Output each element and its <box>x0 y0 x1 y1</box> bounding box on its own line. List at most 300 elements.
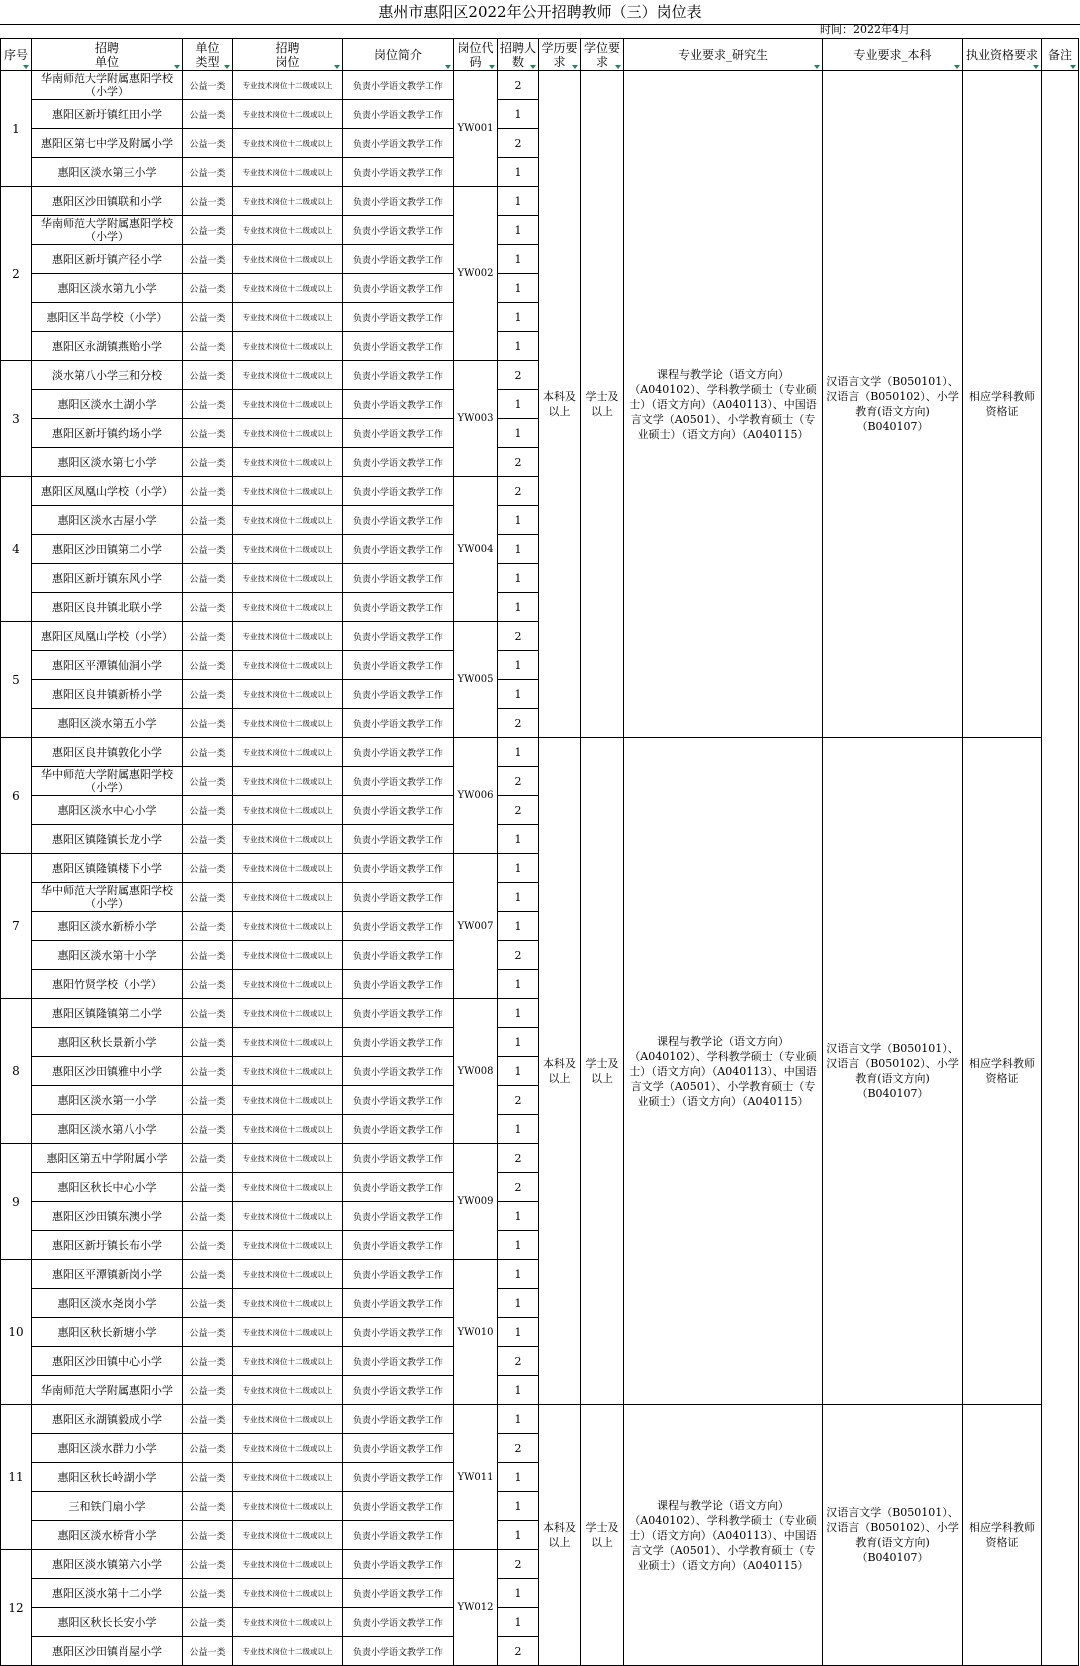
intro-cell[interactable]: 负责小学语文教学工作 <box>343 1173 454 1202</box>
post-cell[interactable]: 专业技术岗位十二级或以上 <box>233 1144 343 1173</box>
post-cell[interactable]: 专业技术岗位十二级或以上 <box>233 187 343 216</box>
intro-cell[interactable]: 负责小学语文教学工作 <box>343 216 454 245</box>
header-code[interactable] <box>454 39 498 71</box>
count-cell[interactable]: 1 <box>498 651 539 680</box>
count-cell[interactable]: 1 <box>498 1521 539 1550</box>
count-cell[interactable]: 2 <box>498 71 539 100</box>
ug-major-cell[interactable]: 汉语言文学（B050101）、汉语言（B050102）、小学教育(语文方向)（B040107） <box>823 71 963 738</box>
count-cell[interactable]: 1 <box>498 1579 539 1608</box>
intro-cell[interactable]: 负责小学语文教学工作 <box>343 622 454 651</box>
unit-type-cell[interactable]: 公益一类 <box>183 535 233 564</box>
unit-type-cell[interactable]: 公益一类 <box>183 1260 233 1289</box>
count-cell[interactable]: 2 <box>498 622 539 651</box>
unit-type-cell[interactable]: 公益一类 <box>183 100 233 129</box>
unit-cell[interactable]: 华南师范大学附属惠阳小学 <box>32 1376 183 1405</box>
post-cell[interactable]: 专业技术岗位十二级或以上 <box>233 245 343 274</box>
unit-cell[interactable]: 惠阳区淡水第五小学 <box>32 709 183 738</box>
count-cell[interactable]: 1 <box>498 332 539 361</box>
post-cell[interactable]: 专业技术岗位十二级或以上 <box>233 1608 343 1637</box>
intro-cell[interactable]: 负责小学语文教学工作 <box>343 941 454 970</box>
header-ug-major[interactable] <box>823 39 963 71</box>
unit-type-cell[interactable]: 公益一类 <box>183 593 233 622</box>
count-cell[interactable]: 1 <box>498 883 539 912</box>
unit-cell[interactable]: 惠阳区凤凰山学校（小学） <box>32 477 183 506</box>
post-cell[interactable]: 专业技术岗位十二级或以上 <box>233 303 343 332</box>
post-cell[interactable]: 专业技术岗位十二级或以上 <box>233 912 343 941</box>
unit-cell[interactable]: 惠阳区淡水尧岗小学 <box>32 1289 183 1318</box>
unit-cell[interactable]: 华中师范大学附属惠阳学校（小学） <box>32 883 183 912</box>
unit-cell[interactable]: 惠阳竹贤学校（小学） <box>32 970 183 999</box>
unit-cell[interactable]: 惠阳区淡水第十二小学 <box>32 1579 183 1608</box>
unit-type-cell[interactable]: 公益一类 <box>183 1376 233 1405</box>
post-cell[interactable]: 专业技术岗位十二级或以上 <box>233 1550 343 1579</box>
count-cell[interactable]: 1 <box>498 1463 539 1492</box>
unit-cell[interactable]: 惠阳区沙田镇东澳小学 <box>32 1202 183 1231</box>
unit-type-cell[interactable]: 公益一类 <box>183 1405 233 1434</box>
unit-cell[interactable]: 惠阳区淡水第十小学 <box>32 941 183 970</box>
count-cell[interactable]: 1 <box>498 100 539 129</box>
unit-type-cell[interactable]: 公益一类 <box>183 1318 233 1347</box>
post-cell[interactable]: 专业技术岗位十二级或以上 <box>233 622 343 651</box>
count-cell[interactable]: 1 <box>498 1202 539 1231</box>
seq-cell[interactable]: 8 <box>1 999 32 1144</box>
intro-cell[interactable]: 负责小学语文教学工作 <box>343 912 454 941</box>
post-cell[interactable]: 专业技术岗位十二级或以上 <box>233 1028 343 1057</box>
count-cell[interactable]: 2 <box>498 709 539 738</box>
post-cell[interactable]: 专业技术岗位十二级或以上 <box>233 1376 343 1405</box>
count-cell[interactable]: 1 <box>498 187 539 216</box>
unit-cell[interactable]: 惠阳区淡水中心小学 <box>32 796 183 825</box>
count-cell[interactable]: 1 <box>498 390 539 419</box>
post-cell[interactable]: 专业技术岗位十二级或以上 <box>233 941 343 970</box>
post-cell[interactable]: 专业技术岗位十二级或以上 <box>233 274 343 303</box>
header-grad-major[interactable] <box>624 39 823 71</box>
header-post[interactable] <box>233 39 343 71</box>
seq-cell[interactable]: 3 <box>1 361 32 477</box>
unit-cell[interactable]: 惠阳区平潭镇仙洞小学 <box>32 651 183 680</box>
intro-cell[interactable]: 负责小学语文教学工作 <box>343 506 454 535</box>
intro-cell[interactable]: 负责小学语文教学工作 <box>343 361 454 390</box>
unit-type-cell[interactable]: 公益一类 <box>183 912 233 941</box>
count-cell[interactable]: 2 <box>498 1550 539 1579</box>
unit-cell[interactable]: 惠阳区良井镇北联小学 <box>32 593 183 622</box>
post-cell[interactable]: 专业技术岗位十二级或以上 <box>233 1463 343 1492</box>
intro-cell[interactable]: 负责小学语文教学工作 <box>343 1434 454 1463</box>
unit-type-cell[interactable]: 公益一类 <box>183 1579 233 1608</box>
count-cell[interactable]: 1 <box>498 593 539 622</box>
unit-type-cell[interactable]: 公益一类 <box>183 883 233 912</box>
post-cell[interactable]: 专业技术岗位十二级或以上 <box>233 564 343 593</box>
unit-type-cell[interactable]: 公益一类 <box>183 767 233 796</box>
seq-cell[interactable]: 11 <box>1 1405 32 1550</box>
count-cell[interactable]: 2 <box>498 129 539 158</box>
post-cell[interactable]: 专业技术岗位十二级或以上 <box>233 1434 343 1463</box>
unit-cell[interactable]: 惠阳区淡水古屋小学 <box>32 506 183 535</box>
unit-type-cell[interactable]: 公益一类 <box>183 1347 233 1376</box>
intro-cell[interactable]: 负责小学语文教学工作 <box>343 1231 454 1260</box>
edu-cell[interactable]: 本科及以上 <box>539 1405 581 1666</box>
unit-cell[interactable]: 惠阳区淡水第一小学 <box>32 1086 183 1115</box>
qual-cell[interactable]: 相应学科教师资格证 <box>963 1405 1042 1666</box>
count-cell[interactable]: 1 <box>498 1318 539 1347</box>
post-cell[interactable]: 专业技术岗位十二级或以上 <box>233 1202 343 1231</box>
code-cell[interactable]: YW005 <box>454 622 498 738</box>
post-cell[interactable]: 专业技术岗位十二级或以上 <box>233 419 343 448</box>
intro-cell[interactable]: 负责小学语文教学工作 <box>343 274 454 303</box>
unit-type-cell[interactable]: 公益一类 <box>183 1521 233 1550</box>
count-cell[interactable]: 2 <box>498 448 539 477</box>
count-cell[interactable]: 1 <box>498 564 539 593</box>
intro-cell[interactable]: 负责小学语文教学工作 <box>343 1260 454 1289</box>
count-cell[interactable]: 1 <box>498 274 539 303</box>
unit-cell[interactable]: 惠阳区淡水群力小学 <box>32 1434 183 1463</box>
unit-type-cell[interactable]: 公益一类 <box>183 1231 233 1260</box>
count-cell[interactable]: 2 <box>498 1347 539 1376</box>
intro-cell[interactable]: 负责小学语文教学工作 <box>343 709 454 738</box>
count-cell[interactable]: 1 <box>498 738 539 767</box>
count-cell[interactable]: 1 <box>498 680 539 709</box>
intro-cell[interactable]: 负责小学语文教学工作 <box>343 1086 454 1115</box>
intro-cell[interactable]: 负责小学语文教学工作 <box>343 1376 454 1405</box>
intro-cell[interactable]: 负责小学语文教学工作 <box>343 419 454 448</box>
post-cell[interactable]: 专业技术岗位十二级或以上 <box>233 1521 343 1550</box>
post-cell[interactable]: 专业技术岗位十二级或以上 <box>233 999 343 1028</box>
intro-cell[interactable]: 负责小学语文教学工作 <box>343 651 454 680</box>
unit-cell[interactable]: 惠阳区新圩镇约场小学 <box>32 419 183 448</box>
intro-cell[interactable]: 负责小学语文教学工作 <box>343 1463 454 1492</box>
count-cell[interactable]: 1 <box>498 1057 539 1086</box>
unit-cell[interactable]: 惠阳区秋长长安小学 <box>32 1608 183 1637</box>
post-cell[interactable]: 专业技术岗位十二级或以上 <box>233 738 343 767</box>
unit-cell[interactable]: 惠阳区秋长中心小学 <box>32 1173 183 1202</box>
unit-cell[interactable]: 惠阳区淡水第三小学 <box>32 158 183 187</box>
intro-cell[interactable]: 负责小学语文教学工作 <box>343 158 454 187</box>
intro-cell[interactable]: 负责小学语文教学工作 <box>343 245 454 274</box>
intro-cell[interactable]: 负责小学语文教学工作 <box>343 1057 454 1086</box>
intro-cell[interactable]: 负责小学语文教学工作 <box>343 187 454 216</box>
unit-type-cell[interactable]: 公益一类 <box>183 1144 233 1173</box>
intro-cell[interactable]: 负责小学语文教学工作 <box>343 303 454 332</box>
unit-type-cell[interactable]: 公益一类 <box>183 419 233 448</box>
unit-type-cell[interactable]: 公益一类 <box>183 796 233 825</box>
unit-cell[interactable]: 惠阳区沙田镇肖屋小学 <box>32 1637 183 1666</box>
intro-cell[interactable]: 负责小学语文教学工作 <box>343 970 454 999</box>
unit-type-cell[interactable]: 公益一类 <box>183 1637 233 1666</box>
intro-cell[interactable]: 负责小学语文教学工作 <box>343 332 454 361</box>
unit-type-cell[interactable]: 公益一类 <box>183 1550 233 1579</box>
unit-cell[interactable]: 华南师范大学附属惠阳学校（小学） <box>32 71 183 100</box>
unit-cell[interactable]: 惠阳区永湖镇燕贻小学 <box>32 332 183 361</box>
header-seq[interactable] <box>1 39 32 71</box>
unit-type-cell[interactable]: 公益一类 <box>183 825 233 854</box>
count-cell[interactable]: 1 <box>498 1376 539 1405</box>
count-cell[interactable]: 1 <box>498 506 539 535</box>
unit-type-cell[interactable]: 公益一类 <box>183 1463 233 1492</box>
count-cell[interactable]: 2 <box>498 1637 539 1666</box>
unit-cell[interactable]: 惠阳区淡水第七小学 <box>32 448 183 477</box>
count-cell[interactable]: 2 <box>498 1173 539 1202</box>
unit-type-cell[interactable]: 公益一类 <box>183 1028 233 1057</box>
ug-major-cell[interactable]: 汉语言文学（B050101）、汉语言（B050102）、小学教育(语文方向)（B040107） <box>823 738 963 1405</box>
unit-type-cell[interactable]: 公益一类 <box>183 1434 233 1463</box>
intro-cell[interactable]: 负责小学语文教学工作 <box>343 767 454 796</box>
edu-cell[interactable]: 本科及以上 <box>539 71 581 738</box>
post-cell[interactable]: 专业技术岗位十二级或以上 <box>233 1057 343 1086</box>
post-cell[interactable]: 专业技术岗位十二级或以上 <box>233 158 343 187</box>
unit-type-cell[interactable]: 公益一类 <box>183 71 233 100</box>
unit-type-cell[interactable]: 公益一类 <box>183 999 233 1028</box>
intro-cell[interactable]: 负责小学语文教学工作 <box>343 1318 454 1347</box>
code-cell[interactable]: YW006 <box>454 738 498 854</box>
unit-cell[interactable]: 惠阳区淡水新桥小学 <box>32 912 183 941</box>
unit-cell[interactable]: 惠阳区淡水第九小学 <box>32 274 183 303</box>
header-note[interactable] <box>1042 39 1079 71</box>
post-cell[interactable]: 专业技术岗位十二级或以上 <box>233 448 343 477</box>
post-cell[interactable]: 专业技术岗位十二级或以上 <box>233 1173 343 1202</box>
intro-cell[interactable]: 负责小学语文教学工作 <box>343 1144 454 1173</box>
intro-cell[interactable]: 负责小学语文教学工作 <box>343 1289 454 1318</box>
intro-cell[interactable]: 负责小学语文教学工作 <box>343 390 454 419</box>
post-cell[interactable]: 专业技术岗位十二级或以上 <box>233 361 343 390</box>
unit-cell[interactable]: 惠阳区第五中学附属小学 <box>32 1144 183 1173</box>
unit-cell[interactable]: 惠阳区新圩镇红田小学 <box>32 100 183 129</box>
code-cell[interactable]: YW009 <box>454 1144 498 1260</box>
intro-cell[interactable]: 负责小学语文教学工作 <box>343 999 454 1028</box>
post-cell[interactable]: 专业技术岗位十二级或以上 <box>233 709 343 738</box>
unit-cell[interactable]: 华南师范大学附属惠阳学校（小学） <box>32 216 183 245</box>
header-intro[interactable] <box>343 39 454 71</box>
post-cell[interactable]: 专业技术岗位十二级或以上 <box>233 1260 343 1289</box>
post-cell[interactable]: 专业技术岗位十二级或以上 <box>233 216 343 245</box>
seq-cell[interactable]: 4 <box>1 477 32 622</box>
unit-type-cell[interactable]: 公益一类 <box>183 941 233 970</box>
unit-cell[interactable]: 惠阳区淡水桥背小学 <box>32 1521 183 1550</box>
unit-cell[interactable]: 三和铁门扇小学 <box>32 1492 183 1521</box>
intro-cell[interactable]: 负责小学语文教学工作 <box>343 796 454 825</box>
intro-cell[interactable]: 负责小学语文教学工作 <box>343 1550 454 1579</box>
count-cell[interactable]: 2 <box>498 941 539 970</box>
seq-cell[interactable]: 6 <box>1 738 32 854</box>
unit-cell[interactable]: 惠阳区秋长景新小学 <box>32 1028 183 1057</box>
post-cell[interactable]: 专业技术岗位十二级或以上 <box>233 71 343 100</box>
post-cell[interactable]: 专业技术岗位十二级或以上 <box>233 1318 343 1347</box>
post-cell[interactable]: 专业技术岗位十二级或以上 <box>233 854 343 883</box>
code-cell[interactable]: YW008 <box>454 999 498 1144</box>
unit-type-cell[interactable]: 公益一类 <box>183 854 233 883</box>
unit-type-cell[interactable]: 公益一类 <box>183 1608 233 1637</box>
unit-cell[interactable]: 华中师范大学附属惠阳学校（小学） <box>32 767 183 796</box>
code-cell[interactable]: YW012 <box>454 1550 498 1666</box>
count-cell[interactable]: 1 <box>498 999 539 1028</box>
unit-cell[interactable]: 惠阳区新圩镇东风小学 <box>32 564 183 593</box>
intro-cell[interactable]: 负责小学语文教学工作 <box>343 593 454 622</box>
post-cell[interactable]: 专业技术岗位十二级或以上 <box>233 883 343 912</box>
post-cell[interactable]: 专业技术岗位十二级或以上 <box>233 535 343 564</box>
unit-type-cell[interactable]: 公益一类 <box>183 1057 233 1086</box>
seq-cell[interactable]: 10 <box>1 1260 32 1405</box>
post-cell[interactable]: 专业技术岗位十二级或以上 <box>233 651 343 680</box>
intro-cell[interactable]: 负责小学语文教学工作 <box>343 1202 454 1231</box>
unit-cell[interactable]: 惠阳区凤凰山学校（小学） <box>32 622 183 651</box>
count-cell[interactable]: 1 <box>498 1231 539 1260</box>
unit-cell[interactable]: 惠阳区新圩镇长布小学 <box>32 1231 183 1260</box>
count-cell[interactable]: 1 <box>498 1405 539 1434</box>
unit-cell[interactable]: 惠阳区平潭镇新岗小学 <box>32 1260 183 1289</box>
count-cell[interactable]: 2 <box>498 1086 539 1115</box>
intro-cell[interactable]: 负责小学语文教学工作 <box>343 854 454 883</box>
post-cell[interactable]: 专业技术岗位十二级或以上 <box>233 680 343 709</box>
header-edu[interactable] <box>539 39 581 71</box>
count-cell[interactable]: 1 <box>498 303 539 332</box>
count-cell[interactable]: 2 <box>498 477 539 506</box>
unit-cell[interactable]: 惠阳区淡水第八小学 <box>32 1115 183 1144</box>
unit-type-cell[interactable]: 公益一类 <box>183 709 233 738</box>
seq-cell[interactable]: 7 <box>1 854 32 999</box>
grad-major-cell[interactable]: 课程与教学论（语文方向）（A040102）、学科教学硕士（专业硕士）（语文方向）（A040113）、中国语言文学（A0501）、小学教育硕士（专业硕士）（语文方向）（A040115） <box>624 738 823 1405</box>
intro-cell[interactable]: 负责小学语文教学工作 <box>343 1521 454 1550</box>
seq-cell[interactable]: 9 <box>1 1144 32 1260</box>
post-cell[interactable]: 专业技术岗位十二级或以上 <box>233 332 343 361</box>
unit-type-cell[interactable]: 公益一类 <box>183 158 233 187</box>
count-cell[interactable]: 2 <box>498 1434 539 1463</box>
intro-cell[interactable]: 负责小学语文教学工作 <box>343 680 454 709</box>
unit-cell[interactable]: 惠阳区第七中学及附属小学 <box>32 129 183 158</box>
post-cell[interactable]: 专业技术岗位十二级或以上 <box>233 506 343 535</box>
seq-cell[interactable]: 5 <box>1 622 32 738</box>
count-cell[interactable]: 1 <box>498 535 539 564</box>
intro-cell[interactable]: 负责小学语文教学工作 <box>343 129 454 158</box>
grad-major-cell[interactable]: 课程与教学论（语文方向）（A040102）、学科教学硕士（专业硕士）（语文方向）（A040113）、中国语言文学（A0501）、小学教育硕士（专业硕士）（语文方向）（A040115） <box>624 71 823 738</box>
post-cell[interactable]: 专业技术岗位十二级或以上 <box>233 1405 343 1434</box>
intro-cell[interactable]: 负责小学语文教学工作 <box>343 825 454 854</box>
unit-type-cell[interactable]: 公益一类 <box>183 651 233 680</box>
unit-type-cell[interactable]: 公益一类 <box>183 448 233 477</box>
note-cell[interactable] <box>1042 71 1079 1666</box>
intro-cell[interactable]: 负责小学语文教学工作 <box>343 1492 454 1521</box>
seq-cell[interactable]: 2 <box>1 187 32 361</box>
unit-cell[interactable]: 惠阳区永湖镇毅成小学 <box>32 1405 183 1434</box>
code-cell[interactable]: YW007 <box>454 854 498 999</box>
header-count[interactable] <box>498 39 539 71</box>
count-cell[interactable]: 1 <box>498 1115 539 1144</box>
count-cell[interactable]: 1 <box>498 245 539 274</box>
count-cell[interactable]: 1 <box>498 1492 539 1521</box>
intro-cell[interactable]: 负责小学语文教学工作 <box>343 1579 454 1608</box>
intro-cell[interactable]: 负责小学语文教学工作 <box>343 1405 454 1434</box>
unit-type-cell[interactable]: 公益一类 <box>183 506 233 535</box>
count-cell[interactable]: 2 <box>498 361 539 390</box>
post-cell[interactable]: 专业技术岗位十二级或以上 <box>233 1289 343 1318</box>
header-unit-type[interactable] <box>183 39 233 71</box>
unit-cell[interactable]: 惠阳区秋长新塘小学 <box>32 1318 183 1347</box>
intro-cell[interactable]: 负责小学语文教学工作 <box>343 477 454 506</box>
intro-cell[interactable]: 负责小学语文教学工作 <box>343 535 454 564</box>
intro-cell[interactable]: 负责小学语文教学工作 <box>343 448 454 477</box>
unit-type-cell[interactable]: 公益一类 <box>183 738 233 767</box>
count-cell[interactable]: 1 <box>498 158 539 187</box>
unit-cell[interactable]: 惠阳区沙田镇联和小学 <box>32 187 183 216</box>
post-cell[interactable]: 专业技术岗位十二级或以上 <box>233 100 343 129</box>
seq-cell[interactable]: 1 <box>1 71 32 187</box>
edu-cell[interactable]: 本科及以上 <box>539 738 581 1405</box>
intro-cell[interactable]: 负责小学语文教学工作 <box>343 1028 454 1057</box>
unit-cell[interactable]: 惠阳区半岛学校（小学） <box>32 303 183 332</box>
unit-cell[interactable]: 惠阳区镇隆镇楼下小学 <box>32 854 183 883</box>
unit-type-cell[interactable]: 公益一类 <box>183 274 233 303</box>
unit-type-cell[interactable]: 公益一类 <box>183 1173 233 1202</box>
post-cell[interactable]: 专业技术岗位十二级或以上 <box>233 970 343 999</box>
qual-cell[interactable]: 相应学科教师资格证 <box>963 71 1042 738</box>
code-cell[interactable]: YW010 <box>454 1260 498 1405</box>
count-cell[interactable]: 1 <box>498 1028 539 1057</box>
unit-cell[interactable]: 惠阳区淡水土湖小学 <box>32 390 183 419</box>
unit-type-cell[interactable]: 公益一类 <box>183 1086 233 1115</box>
ug-major-cell[interactable]: 汉语言文学（B050101）、汉语言（B050102）、小学教育(语文方向)（B040107） <box>823 1405 963 1666</box>
unit-type-cell[interactable]: 公益一类 <box>183 303 233 332</box>
post-cell[interactable]: 专业技术岗位十二级或以上 <box>233 1492 343 1521</box>
post-cell[interactable]: 专业技术岗位十二级或以上 <box>233 1579 343 1608</box>
unit-cell[interactable]: 惠阳区镇隆镇长龙小学 <box>32 825 183 854</box>
count-cell[interactable]: 2 <box>498 796 539 825</box>
code-cell[interactable]: YW002 <box>454 187 498 361</box>
intro-cell[interactable]: 负责小学语文教学工作 <box>343 564 454 593</box>
count-cell[interactable]: 1 <box>498 854 539 883</box>
count-cell[interactable]: 1 <box>498 1289 539 1318</box>
unit-type-cell[interactable]: 公益一类 <box>183 680 233 709</box>
degree-cell[interactable]: 学士及以上 <box>581 738 624 1405</box>
grad-major-cell[interactable]: 课程与教学论（语文方向）（A040102）、学科教学硕士（专业硕士）（语文方向）（A040113）、中国语言文学（A0501）、小学教育硕士（专业硕士）（语文方向）（A040115） <box>624 1405 823 1666</box>
unit-type-cell[interactable]: 公益一类 <box>183 1202 233 1231</box>
unit-type-cell[interactable]: 公益一类 <box>183 477 233 506</box>
unit-cell[interactable]: 惠阳区沙田镇中心小学 <box>32 1347 183 1376</box>
code-cell[interactable]: YW011 <box>454 1405 498 1550</box>
code-cell[interactable]: YW004 <box>454 477 498 622</box>
unit-cell[interactable]: 惠阳区新圩镇产径小学 <box>32 245 183 274</box>
qual-cell[interactable]: 相应学科教师资格证 <box>963 738 1042 1405</box>
count-cell[interactable]: 1 <box>498 419 539 448</box>
post-cell[interactable]: 专业技术岗位十二级或以上 <box>233 1086 343 1115</box>
unit-cell[interactable]: 惠阳区秋长岭湖小学 <box>32 1463 183 1492</box>
code-cell[interactable]: YW003 <box>454 361 498 477</box>
unit-type-cell[interactable]: 公益一类 <box>183 216 233 245</box>
count-cell[interactable]: 1 <box>498 970 539 999</box>
unit-cell[interactable]: 惠阳区良井镇新桥小学 <box>32 680 183 709</box>
count-cell[interactable]: 1 <box>498 216 539 245</box>
unit-type-cell[interactable]: 公益一类 <box>183 245 233 274</box>
unit-type-cell[interactable]: 公益一类 <box>183 1492 233 1521</box>
post-cell[interactable]: 专业技术岗位十二级或以上 <box>233 477 343 506</box>
degree-cell[interactable]: 学士及以上 <box>581 71 624 738</box>
post-cell[interactable]: 专业技术岗位十二级或以上 <box>233 1115 343 1144</box>
intro-cell[interactable]: 负责小学语文教学工作 <box>343 738 454 767</box>
unit-type-cell[interactable]: 公益一类 <box>183 564 233 593</box>
post-cell[interactable]: 专业技术岗位十二级或以上 <box>233 1637 343 1666</box>
count-cell[interactable]: 1 <box>498 825 539 854</box>
post-cell[interactable]: 专业技术岗位十二级或以上 <box>233 129 343 158</box>
post-cell[interactable]: 专业技术岗位十二级或以上 <box>233 796 343 825</box>
unit-type-cell[interactable]: 公益一类 <box>183 332 233 361</box>
unit-cell[interactable]: 惠阳区良井镇敦化小学 <box>32 738 183 767</box>
unit-type-cell[interactable]: 公益一类 <box>183 622 233 651</box>
count-cell[interactable]: 1 <box>498 1260 539 1289</box>
intro-cell[interactable]: 负责小学语文教学工作 <box>343 71 454 100</box>
post-cell[interactable]: 专业技术岗位十二级或以上 <box>233 825 343 854</box>
unit-type-cell[interactable]: 公益一类 <box>183 187 233 216</box>
unit-type-cell[interactable]: 公益一类 <box>183 361 233 390</box>
count-cell[interactable]: 1 <box>498 1608 539 1637</box>
unit-cell[interactable]: 惠阳区镇隆镇第二小学 <box>32 999 183 1028</box>
unit-cell[interactable]: 惠阳区沙田镇第二小学 <box>32 535 183 564</box>
